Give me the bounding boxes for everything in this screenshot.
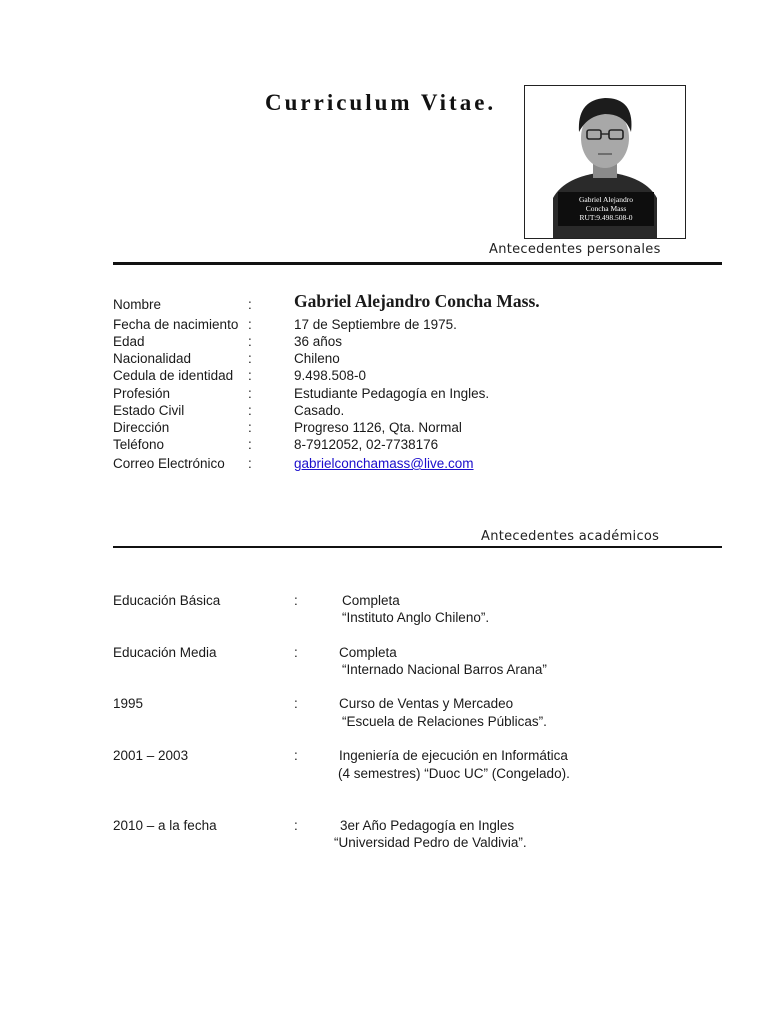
value-edad: 36 años [294, 334, 343, 349]
value-direccion: Progreso 1126, Qta. Normal [294, 420, 462, 435]
separator: : [294, 748, 298, 763]
value-nacionalidad: Chileno [294, 351, 340, 366]
academic-line2-2010: “Universidad Pedro de Valdivia”. [334, 835, 527, 850]
caption-name-line1: Gabriel Alejandro [579, 195, 633, 204]
label-fecha-nacimiento: Fecha de nacimiento [113, 317, 239, 332]
profile-photo [524, 85, 686, 239]
value-estado-civil: Casado. [294, 403, 345, 418]
academic-label-2001: 2001 – 2003 [113, 748, 189, 763]
label-direccion: Dirección [113, 420, 170, 435]
value-nombre: Gabriel Alejandro Concha Mass. [294, 291, 540, 311]
academic-label-2010: 2010 – a la fecha [113, 818, 217, 833]
academic-line2-media: “Internado Nacional Barros Arana” [342, 662, 547, 677]
separator: : [294, 696, 298, 711]
value-telefono: 8-7912052, 02-7738176 [294, 437, 439, 452]
academic-line2-1995: “Escuela de Relaciones Públicas”. [342, 714, 547, 729]
separator: : [248, 437, 252, 452]
academic-line1-media: Completa [339, 645, 397, 660]
caption-name-line2: Concha Mass [585, 204, 627, 213]
academic-line1-1995: Curso de Ventas y Mercadeo [339, 696, 514, 711]
academic-label-basica: Educación Básica [113, 593, 221, 608]
label-estado-civil: Estado Civil [113, 403, 185, 418]
separator: : [248, 403, 252, 418]
label-correo: Correo Electrónico [113, 456, 225, 471]
separator: : [248, 297, 252, 312]
academic-label-media: Educación Media [113, 645, 217, 660]
label-nombre: Nombre [113, 297, 162, 312]
academic-label-1995: 1995 [113, 696, 144, 711]
document-title: Curriculum Vitae. [265, 90, 497, 115]
separator: : [248, 351, 252, 366]
academic-line2-basica: “Instituto Anglo Chileno”. [342, 610, 490, 625]
academic-section-heading: Antecedentes académicos [481, 529, 660, 544]
separator: : [294, 593, 298, 608]
separator: : [248, 334, 252, 349]
separator: : [248, 456, 252, 471]
personal-section-rule [113, 262, 722, 265]
label-edad: Edad [113, 334, 145, 349]
academic-section-rule [113, 546, 722, 548]
label-telefono: Teléfono [113, 437, 165, 452]
separator: : [248, 386, 252, 401]
personal-section-heading: Antecedentes personales [489, 242, 661, 257]
separator: : [294, 645, 298, 660]
label-nacionalidad: Nacionalidad [113, 351, 192, 366]
caption-rut: RUT:9.498.508-0 [579, 213, 633, 222]
value-fecha-nacimiento: 17 de Septiembre de 1975. [294, 317, 457, 332]
value-profesion: Estudiante Pedagogía en Ingles. [294, 386, 490, 401]
academic-line1-2001: Ingeniería de ejecución en Informática [339, 748, 568, 763]
academic-line2-2001: (4 semestres) “Duoc UC” (Congelado). [338, 766, 570, 781]
separator: : [248, 368, 252, 383]
label-cedula: Cedula de identidad [113, 368, 234, 383]
academic-line1-basica: Completa [342, 593, 400, 608]
separator: : [248, 420, 252, 435]
separator: : [294, 818, 298, 833]
academic-line1-2010: 3er Año Pedagogía en Ingles [340, 818, 515, 833]
email-link[interactable]: gabrielconchamass@live.com [294, 456, 474, 471]
separator: : [248, 317, 252, 332]
photo-caption [558, 192, 654, 226]
value-cedula: 9.498.508-0 [294, 368, 367, 383]
label-profesion: Profesión [113, 386, 171, 401]
